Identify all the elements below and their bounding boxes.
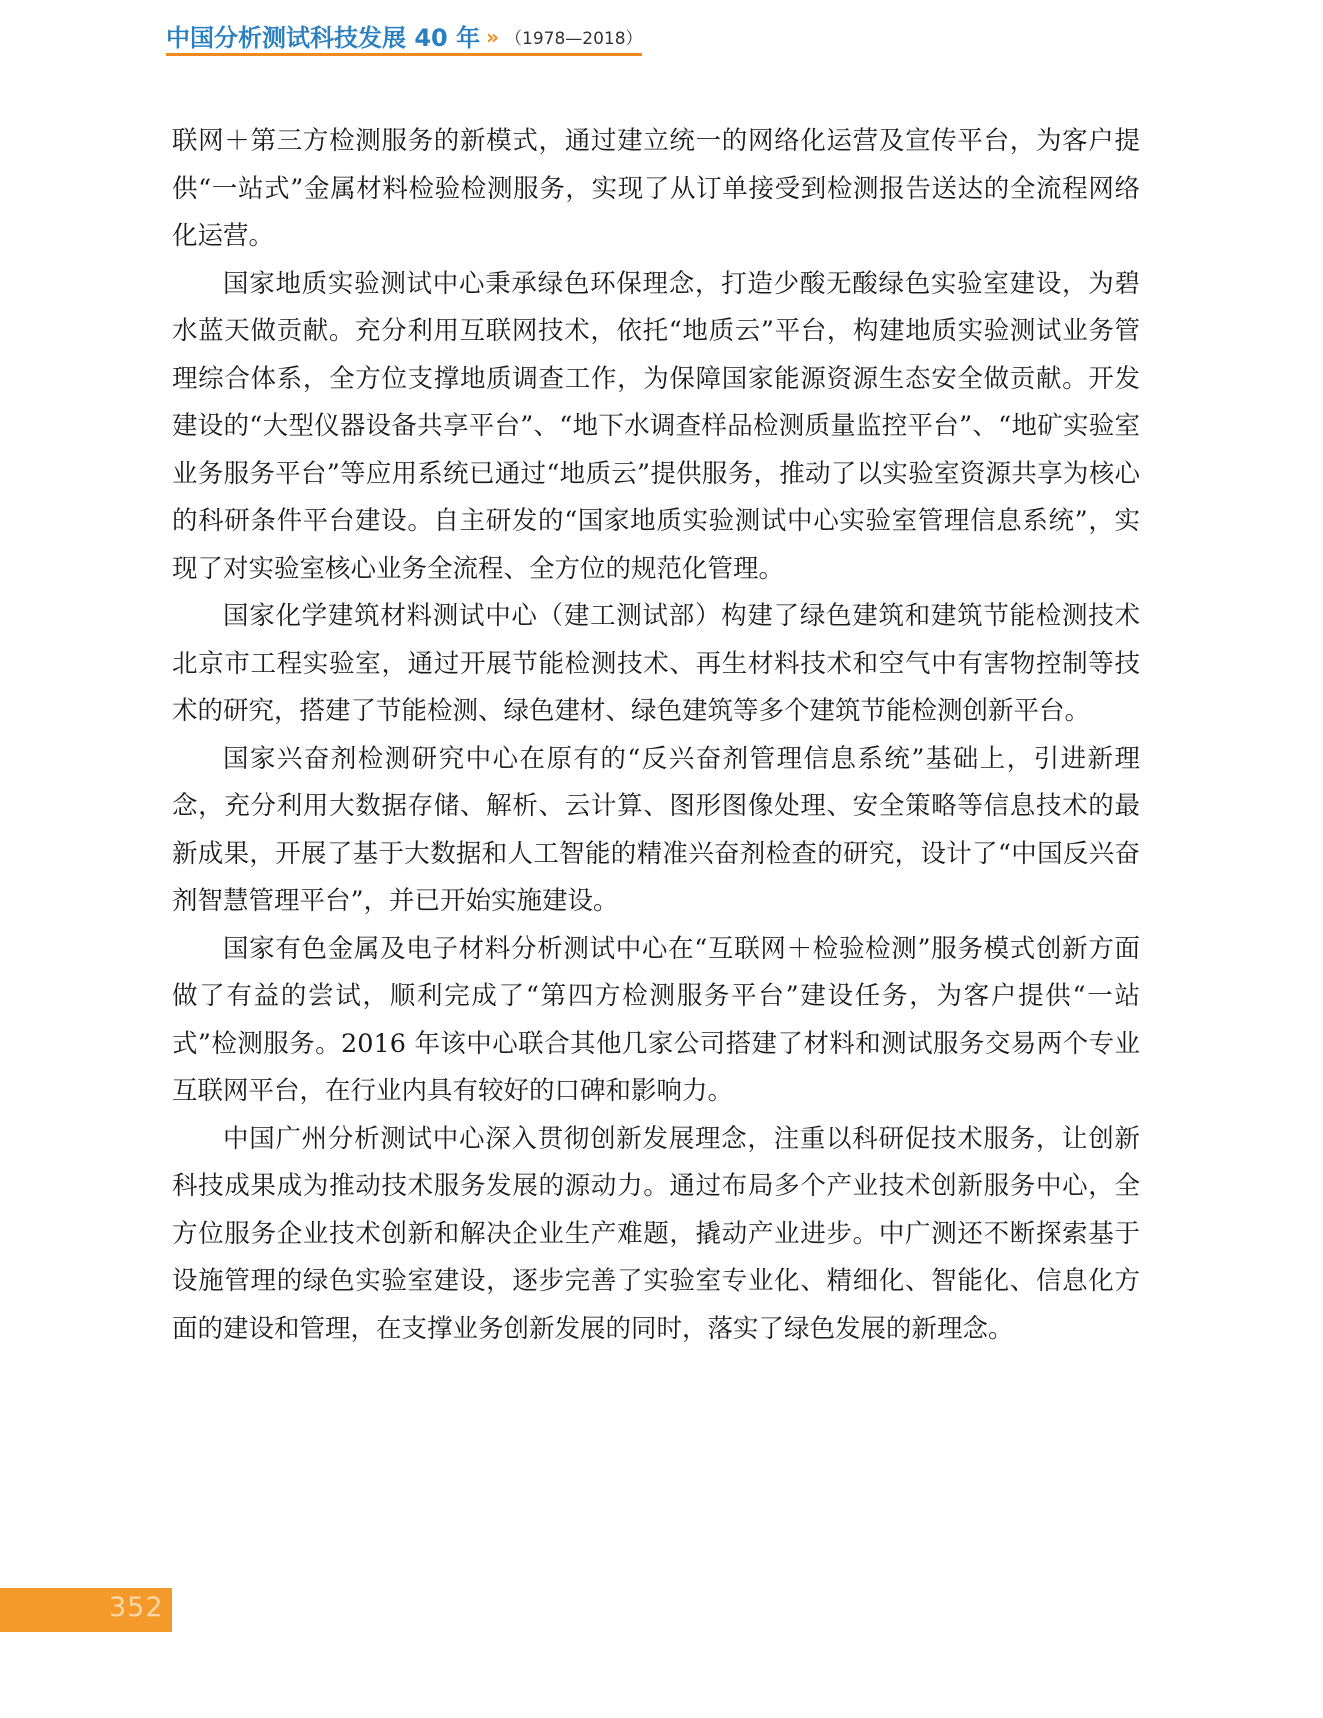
paragraph-geology-center: 国家地质实验测试中心秉承绿色环保理念，打造少酸无酸绿色实验室建设，为碧水蓝天做贡献。充分利用互联网技术，依托“地质云”平台，构建地质实验测试业务管理综合体系，全方位支撑地质调查工作，为保障国家能源资源生态安全做贡献。开发建设的“大型仪器设备共享平台”、“地下水调查样品检测质量监控平台”、“地矿实验室业务服务平台”等应用系统已通过“地质云”提供服务，推动了以实验室资源共享为核心的科研条件平台建设。自主研发的“国家地质实验测试中心实验室管理信息系统”，实现了对实验室核心业务全流程、全方位的规范化管理。 (172, 268, 1140, 584)
header-underline (166, 53, 642, 56)
running-header (166, 14, 643, 56)
double-chevron-icon: » (486, 25, 500, 49)
paragraph-guangzhou-center: 中国广州分析测试中心深入贯彻创新发展理念，注重以科研促技术服务，让创新科技成果成为推动技术服务发展的源动力。通过布局多个产业技术创新服务中心，全方位服务企业技术创新和解决企业生产难题，撬动产业进步。中广测还不断探索基于设施管理的绿色实验室建设，逐步完善了实验室专业化、精细化、智能化、信息化方面的建设和管理，在支撑业务创新发展的同时，落实了绿色发展的新理念。 (172, 1123, 1140, 1344)
paragraph-building-materials-center: 国家化学建筑材料测试中心（建工测试部）构建了绿色建筑和建筑节能检测技术北京市工程实验室，通过开展节能检测技术、再生材料技术和空气中有害物控制等技术的研究，搭建了节能检测、绿色建材、绿色建筑等多个建筑节能检测创新平台。 (172, 601, 1140, 726)
page-number: 352 (109, 1592, 164, 1623)
paragraph-nonferrous-center: 国家有色金属及电子材料分析测试中心在“互联网＋检验检测”服务模式创新方面做了有益的尝试，顺利完成了“第四方检测服务平台”建设任务，为客户提供“一站式”检测服务。2016 年该中心联合其他几家公司搭建了材料和测试服务交易两个专业互联网平台，在行业内具有较好的口碑和影响力。 (172, 933, 1140, 1106)
paragraph-continued: 联网＋第三方检测服务的新模式，通过建立统一的网络化运营及宣传平台，为客户提供“一站式”金属材料检验检测服务，实现了从订单接受到检测报告送达的全流程网络化运营。 (172, 126, 1140, 251)
paragraph-doping-center: 国家兴奋剂检测研究中心在原有的“反兴奋剂管理信息系统”基础上，引进新理念，充分利用大数据存储、解析、云计算、图形图像处理、安全策略等信息技术的最新成果，开展了基于大数据和人工智能的精准兴奋剂检查的研究，设计了“中国反兴奋剂智慧管理平台”，并已开始实施建设。 (172, 743, 1140, 916)
body-text (172, 118, 1140, 1353)
book-title: 中国分析测试科技发展 40 年 (166, 23, 481, 52)
year-range: （1978—2018） (505, 28, 643, 49)
